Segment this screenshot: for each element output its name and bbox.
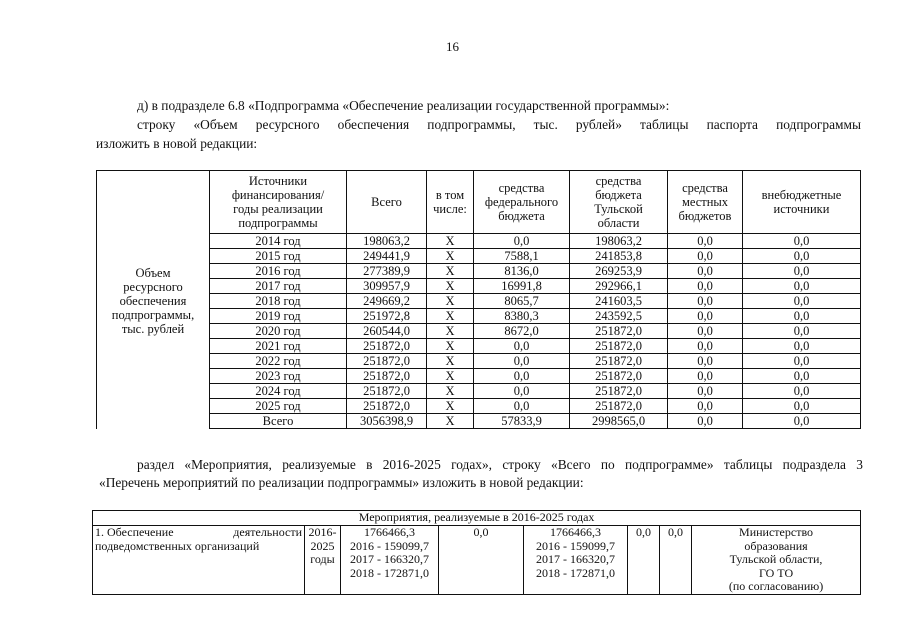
page-number: 16 [446, 39, 459, 54]
cell-year: 2015 год [210, 249, 347, 264]
measure-federal: 0,0 [439, 526, 524, 595]
cell-extra: 0,0 [743, 264, 861, 279]
cell-federal: 0,0 [474, 384, 570, 399]
table-row [97, 339, 861, 354]
paragraph-new-edition: изложить в новой редакции: [96, 136, 258, 151]
cell-local: 0,0 [668, 234, 743, 249]
cell-x: X [427, 249, 474, 264]
cell-total: 251872,0 [347, 354, 427, 369]
cell-total: 3056398,9 [347, 414, 427, 429]
cell-local: 0,0 [668, 414, 743, 429]
measure-total: 1766466,3 2016 - 159099,7 2017 - 166320,7 2018 - 172871,0 [341, 526, 439, 595]
table-row [97, 309, 861, 324]
measures-title: Мероприятия, реализуемые в 2016-2025 годах [93, 511, 861, 526]
cell-extra: 0,0 [743, 324, 861, 339]
cell-regional: 251872,0 [570, 369, 668, 384]
resource-table [96, 170, 861, 429]
cell-local: 0,0 [668, 279, 743, 294]
cell-local: 0,0 [668, 399, 743, 414]
cell-extra: 0,0 [743, 399, 861, 414]
cell-year: 2019 год [210, 309, 347, 324]
cell-total: 309957,9 [347, 279, 427, 294]
cell-federal: 8672,0 [474, 324, 570, 339]
cell-total: 251972,8 [347, 309, 427, 324]
cell-federal: 0,0 [474, 369, 570, 384]
row-label-cell: Объем ресурсного обеспечения подпрограммы, тыс. рублей [97, 171, 210, 429]
cell-year: 2017 год [210, 279, 347, 294]
cell-federal: 0,0 [474, 234, 570, 249]
cell-local: 0,0 [668, 354, 743, 369]
cell-federal: 8136,0 [474, 264, 570, 279]
measure-years: 2016- 2025 годы [305, 526, 341, 595]
cell-x: X [427, 264, 474, 279]
cell-x: X [427, 414, 474, 429]
cell-federal: 57833,9 [474, 414, 570, 429]
table-row [97, 384, 861, 399]
measure-local: 0,0 [628, 526, 660, 595]
table-row [97, 324, 861, 339]
paragraph-subsection-intro: д) в подразделе 6.8 «Подпрограмма «Обеспечение реализации государственной программы»: [137, 98, 670, 113]
cell-local: 0,0 [668, 309, 743, 324]
paragraph-list-instruction: «Перечень мероприятий по реализации подпрограммы» изложить в новой редакции: [99, 475, 584, 490]
paragraph-row-instruction: строку «Объем ресурсного обеспечения подпрограммы, тыс. рублей» таблицы паспорта подпрограммы [137, 117, 861, 132]
cell-total: 251872,0 [347, 384, 427, 399]
cell-extra: 0,0 [743, 339, 861, 354]
cell-regional: 269253,9 [570, 264, 668, 279]
cell-year: 2020 год [210, 324, 347, 339]
cell-regional: 292966,1 [570, 279, 668, 294]
cell-regional: 251872,0 [570, 399, 668, 414]
table-row [97, 354, 861, 369]
header-regional: средства бюджета Тульской области [570, 171, 668, 234]
measure-description: 1. Обеспечение деятельности подведомственных организаций [93, 526, 305, 595]
cell-year: 2016 год [210, 264, 347, 279]
table-row [97, 264, 861, 279]
table-row [97, 294, 861, 309]
cell-total: 277389,9 [347, 264, 427, 279]
cell-federal: 0,0 [474, 339, 570, 354]
cell-year: 2023 год [210, 369, 347, 384]
measure-extra: 0,0 [660, 526, 692, 595]
cell-regional: 2998565,0 [570, 414, 668, 429]
table-row [97, 249, 861, 264]
cell-year: 2025 год [210, 399, 347, 414]
cell-regional: 198063,2 [570, 234, 668, 249]
cell-extra: 0,0 [743, 384, 861, 399]
measures-title-row [93, 511, 861, 526]
cell-year: 2022 год [210, 354, 347, 369]
cell-regional: 251872,0 [570, 339, 668, 354]
cell-x: X [427, 339, 474, 354]
table-row [97, 369, 861, 384]
header-extra: внебюджетные источники [743, 171, 861, 234]
cell-regional: 241853,8 [570, 249, 668, 264]
cell-federal: 16991,8 [474, 279, 570, 294]
cell-extra: 0,0 [743, 309, 861, 324]
cell-total: 260544,0 [347, 324, 427, 339]
cell-x: X [427, 384, 474, 399]
cell-extra: 0,0 [743, 279, 861, 294]
cell-federal: 0,0 [474, 399, 570, 414]
cell-federal: 7588,1 [474, 249, 570, 264]
cell-total: 249669,2 [347, 294, 427, 309]
cell-local: 0,0 [668, 339, 743, 354]
cell-regional: 243592,5 [570, 309, 668, 324]
cell-x: X [427, 369, 474, 384]
cell-regional: 251872,0 [570, 354, 668, 369]
cell-regional: 251872,0 [570, 384, 668, 399]
cell-total: 251872,0 [347, 339, 427, 354]
cell-federal: 0,0 [474, 354, 570, 369]
cell-total: 251872,0 [347, 369, 427, 384]
header-local: средства местных бюджетов [668, 171, 743, 234]
cell-total: 198063,2 [347, 234, 427, 249]
cell-local: 0,0 [668, 294, 743, 309]
cell-x: X [427, 399, 474, 414]
cell-year: Всего [210, 414, 347, 429]
cell-total: 251872,0 [347, 399, 427, 414]
measure-regional: 1766466,3 2016 - 159099,7 2017 - 166320,7 2018 - 172871,0 [524, 526, 628, 595]
cell-extra: 0,0 [743, 354, 861, 369]
cell-local: 0,0 [668, 384, 743, 399]
measure-executor: Министерство образования Тульской области, ГО ТО (по согласованию) [692, 526, 861, 595]
header-in-that: в том числе: [427, 171, 474, 234]
cell-extra: 0,0 [743, 249, 861, 264]
cell-year: 2024 год [210, 384, 347, 399]
table-row [97, 234, 861, 249]
cell-x: X [427, 294, 474, 309]
cell-year: 2018 год [210, 294, 347, 309]
cell-extra: 0,0 [743, 414, 861, 429]
cell-x: X [427, 234, 474, 249]
header-total: Всего [347, 171, 427, 234]
header-sources: Источники финансирования/ годы реализации подпрограммы [210, 171, 347, 234]
cell-local: 0,0 [668, 324, 743, 339]
cell-federal: 8065,7 [474, 294, 570, 309]
measures-row [93, 526, 861, 595]
measures-table [92, 510, 861, 595]
cell-total: 249441,9 [347, 249, 427, 264]
cell-local: 0,0 [668, 249, 743, 264]
table-row [97, 399, 861, 414]
cell-year: 2014 год [210, 234, 347, 249]
cell-extra: 0,0 [743, 234, 861, 249]
cell-extra: 0,0 [743, 369, 861, 384]
cell-federal: 8380,3 [474, 309, 570, 324]
cell-x: X [427, 354, 474, 369]
table-row [97, 414, 861, 429]
table-header-row [97, 171, 861, 234]
table-row [97, 279, 861, 294]
cell-extra: 0,0 [743, 294, 861, 309]
cell-regional: 251872,0 [570, 324, 668, 339]
header-federal: средства федерального бюджета [474, 171, 570, 234]
paragraph-section-instruction: раздел «Мероприятия, реализуемые в 2016-2025 годах», строку «Всего по подпрограмме» таблицы подраздела 3 [137, 457, 863, 472]
cell-x: X [427, 279, 474, 294]
cell-x: X [427, 324, 474, 339]
cell-year: 2021 год [210, 339, 347, 354]
cell-x: X [427, 309, 474, 324]
cell-regional: 241603,5 [570, 294, 668, 309]
cell-local: 0,0 [668, 264, 743, 279]
cell-local: 0,0 [668, 369, 743, 384]
